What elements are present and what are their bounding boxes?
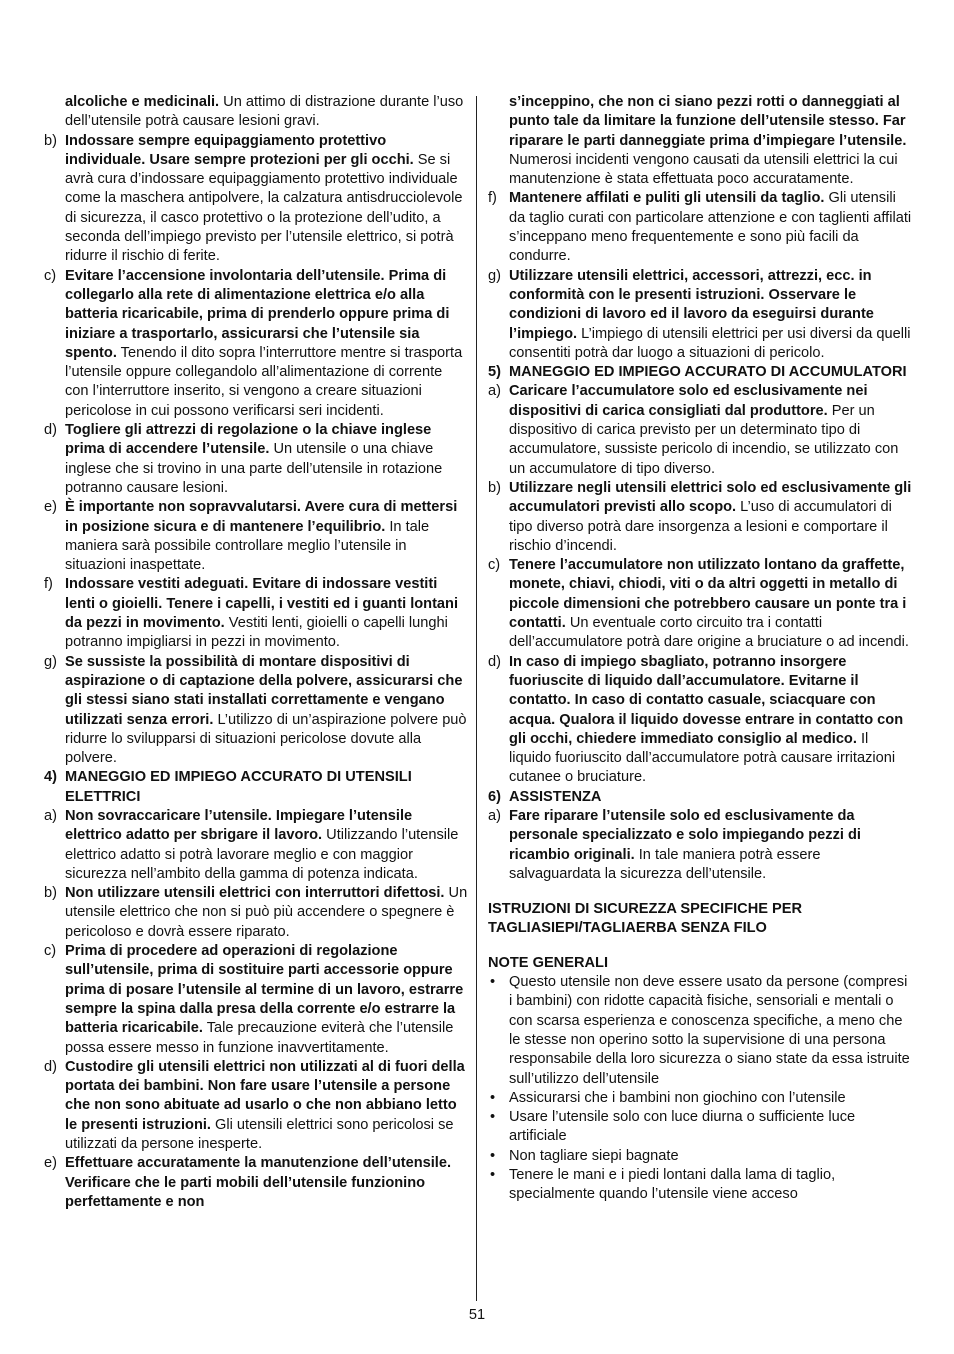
item-bold-text: Prima di procedere ad operazioni di regolazione sull’utensile, prima di sostituire parti accessorie oppure prima di posare l’utensile al termine di un lavoro, estrarre sempre la spina dalla presa della corrente e/o estrarre la batteria ricaricabile. <box>65 943 464 1037</box>
item-bold-text: In caso di impiego sbagliato, potranno insorgere fuoriuscite di liquido dall’accumulatore. Evitarne il contatto. In caso di contatto casuale, sciacquare con acqua. Qualora il liquido dovesse entrare in contatto con gli occhi, chiedere immediato consiglio al medico. <box>509 653 904 747</box>
list-item <box>44 267 468 421</box>
item-text: Gli utensili da taglio curati con particolare attenzione e con taglienti affilati s’inceppano meno frequentemente e sono più facili da condurre. <box>509 190 912 265</box>
item-bold-text: Tenere l’accumulatore non utilizzato lontano da graffette, monete, chiavi, chiodi, viti o da altri oggetti in metallo di piccole dimensioni che potrebbero causare un ponte tra i contatti. <box>509 557 907 632</box>
item-text: In tale maniera sarà possibile controllare meglio l’utensile in situazioni inaspettate. <box>65 518 430 574</box>
item-bold-text: Effettuare accuratamente la manutenzione dell’utensile. Verificare che le parti mobili dell’utensile funzionino perfettamente e non <box>65 1155 452 1210</box>
general-notes-heading: NOTE GENERALI <box>488 954 608 971</box>
item-bold-text: Non utilizzare utensili elettrici con interruttori difettosi. <box>65 885 445 902</box>
list-item <box>44 653 468 769</box>
item-marker: e) <box>44 499 57 516</box>
bullet-item <box>488 973 912 1089</box>
list-item <box>488 556 912 652</box>
list-item <box>488 653 912 788</box>
item-text: L’utilizzo di un’aspirazione polvere può ridurre lo svilupparsi di situazioni pericolose dovute alla polvere. <box>65 711 467 767</box>
item-text: Se si avrà cura d’indossare equipaggiamento protettivo individuale come la maschera antipolvere, la calzatura antisdrucciolevole di sicurezza, il casco protettivo o la protezione dell’udito, a seconda dell’impiego previsto per l’utensile elettrico, si potrà ridurre il rischio di ferite. <box>65 151 463 265</box>
item-marker: a) <box>488 383 501 400</box>
right-column <box>488 93 912 1205</box>
item-text: Tenendo il dito sopra l’interruttore mentre si trasporta l’utensile oppure collegandolo all’alimentazione di corrente con l’interruttore inserito, si vengono a creare situazioni pericolose in cui possono verificarsi seri incidenti. <box>65 344 463 419</box>
list-item <box>44 1154 468 1212</box>
continued-paragraph: s’inceppino, che non ci siano pezzi rotti o danneggiati al punto tale da limitare la funzione dell’utensile stesso. Far riparare le parti danneggiate prima d’impiegare l’utensile. Numerosi incidenti vengono causati da utensili elettrici la cui manutenzione è stata effettuata poco accuratamente. <box>509 94 907 188</box>
item-marker: f) <box>488 190 497 207</box>
bullet-text: Tenere le mani e i piedi lontani dalla lama di taglio, specialmente quando l’utensile viene acceso <box>509 1167 836 1203</box>
item-marker: e) <box>44 1155 57 1172</box>
list-section4 <box>44 807 468 1212</box>
item-bold-text: Mantenere affilati e puliti gli utensili da taglio. <box>509 190 825 207</box>
bullet-glyph: • <box>490 1167 496 1184</box>
item-marker: c) <box>44 267 57 284</box>
item-marker: g) <box>44 653 57 670</box>
bullet-item <box>488 1089 912 1108</box>
left-column <box>44 93 468 1212</box>
list-item <box>44 942 468 1058</box>
list-item <box>488 267 912 363</box>
item-marker: g) <box>488 267 501 284</box>
list-item <box>488 189 912 266</box>
item-bold-text: Custodire gli utensili elettrici non utilizzati al di fuori della portata dei bambini. Non fare usare l’utensile a persone che non sono abituate ad usarlo o che non abbiano letto le presenti istruzioni. <box>65 1058 465 1133</box>
item-bold-text: È importante non sopravvalutarsi. Avere cura di mettersi in posizione sicura e di mantenere l’equilibrio. <box>65 499 458 535</box>
bullet-glyph: • <box>490 1089 496 1106</box>
item-text: Un utensile elettrico che non si può più accendere o spegnere è pericoloso e dovrà essere riparato. <box>65 885 468 940</box>
item-bold-text: Togliere gli attrezzi di regolazione o la chiave inglese prima di accendere l’utensile. <box>65 422 432 458</box>
item-marker: c) <box>44 943 57 960</box>
continued-paragraph: alcoliche e medicinali. Un attimo di distrazione durante l’uso dell’utensile potrà causare lesioni gravi. <box>65 94 464 130</box>
bullet-text: Assicurarsi che i bambini non giochino con l’utensile <box>509 1089 846 1106</box>
list-item <box>488 382 912 478</box>
section-heading-4: 4) MANEGGIO ED IMPIEGO ACCURATO DI UTENSILI ELETTRICI <box>44 769 412 805</box>
bullet-text: Non tagliare siepi bagnate <box>509 1147 679 1164</box>
list-item <box>44 421 468 498</box>
bullet-item <box>488 1147 912 1166</box>
bullet-text: Usare l’utensile solo con luce diurna o sufficiente luce artificiale <box>509 1109 856 1145</box>
item-text: Il liquido fuoriuscito dall’accumulatore potrà causare irritazioni cutanee o bruciature. <box>509 730 896 786</box>
item-marker: d) <box>488 653 501 670</box>
item-marker: a) <box>488 807 501 824</box>
list-section6 <box>488 807 912 884</box>
bullet-item <box>488 1166 912 1205</box>
item-text: Gli utensili elettrici sono pericolosi se utilizzati da persone inesperte. <box>65 1116 454 1153</box>
item-marker: c) <box>488 557 501 574</box>
item-bold-text: Caricare l’accumulatore solo ed esclusivamente nei dispositivi di carica consigliati dal produttore. <box>509 383 868 419</box>
list-section3 <box>44 132 468 769</box>
list-item <box>44 498 468 575</box>
list-item <box>488 807 912 884</box>
item-bold-text: Utilizzare negli utensili elettrici solo ed esclusivamente gli accumulatori previsti allo scopo. <box>509 479 912 516</box>
item-bold-text: Se sussiste la possibilità di montare dispositivi di aspirazione o di captazione della polvere, assicurarsi che gli stessi siano stati installati correttamente e vengano utilizzati senza errori. <box>65 653 463 728</box>
bullet-text: Questo utensile non deve essere usato da persone (compresi i bambini) con ridotte capacità fisiche, sensoriali e mentali o con scarsa esperienza e conoscenza specifiche, a meno che le stesse non operino sotto la supervisione di una persona responsabile della loro sicurezza o siano state da essa istruite sull’utilizzo dell’utensile <box>509 974 910 1087</box>
item-marker: b) <box>488 479 501 496</box>
item-marker: a) <box>44 807 57 824</box>
item-marker: b) <box>44 885 57 902</box>
item-bold-text: Indossare sempre equipaggiamento protettivo individuale. Usare sempre protezioni per gli occhi. <box>65 132 414 168</box>
list-item <box>44 807 468 884</box>
item-text: In tale maniera potrà essere salvaguardata la sicurezza dell’utensile. <box>509 846 821 882</box>
item-bold-text: Indossare vestiti adeguati. Evitare di indossare vestiti lenti o gioielli. Tenere i capelli, i vestiti ed i guanti lontani da pezzi in movimento. <box>65 576 459 632</box>
item-bold-text: Utilizzare utensili elettrici, accessori, attrezzi, ecc. in conformità con le presenti istruzioni. Osservare le condizioni di lavoro ed il lavoro da eseguirsi durante l’impiego. <box>509 267 874 342</box>
item-marker: d) <box>44 422 57 439</box>
item-text: Tale precauzione eviterà che l’utensile possa essere messo in funzione inavvertitamente. <box>65 1020 454 1056</box>
item-marker: d) <box>44 1058 57 1075</box>
list-item <box>44 132 468 267</box>
list-item <box>44 1058 468 1154</box>
item-bold-text: Evitare l’accensione involontaria dell’utensile. Prima di collegarlo alla rete di alimentazione elettrica e/o alla batteria ricaricabile, prima di prenderlo oppure prima di iniziare a trasportarlo, assicurarsi che l’utensile sia spento. <box>65 267 450 361</box>
item-text: Un eventuale corto circuito tra i contatti dell’accumulatore potrà dare origine a bruciature o ad incendi. <box>509 615 909 651</box>
bullet-glyph: • <box>490 974 496 991</box>
list-section4-cont <box>488 189 912 363</box>
list-item <box>44 884 468 942</box>
list-item <box>488 479 912 556</box>
item-text: Utilizzando l’utensile elettrico adatto si potrà lavorare meglio e con maggior sicurezza nell’ambito della gamma di potenza indicata. <box>65 827 459 882</box>
list-section5 <box>488 382 912 787</box>
specific-safety-heading: ISTRUZIONI DI SICUREZZA SPECIFICHE PER TAGLIASIEPI/TAGLIAERBA SENZA FILO <box>488 901 803 937</box>
item-text: Per un dispositivo di carica previsto per un determinato tipo di accumulatore, sussiste pericolo di incendio, se utilizzato con un accumulatore di tipo diverso. <box>509 402 899 477</box>
bullet-glyph: • <box>490 1147 496 1164</box>
item-marker: f) <box>44 576 53 593</box>
item-text: L’uso di accumulatori di tipo diverso potrà dare insorgenza a lesioni e comportare il rischio d’incendi. <box>509 499 892 554</box>
section-heading-5: 5) MANEGGIO ED IMPIEGO ACCURATO DI ACCUMULATORI <box>488 364 907 381</box>
bullet-glyph: • <box>490 1109 496 1126</box>
item-text: Vestiti lenti, gioielli o capelli lunghi potranno impigliarsi in pezzi in movimento. <box>65 615 448 651</box>
item-bold-text: Non sovraccaricare l’utensile. Impiegare l’utensile elettrico adatto per sbrigare il lavoro. <box>65 807 413 844</box>
general-notes-list <box>488 973 912 1205</box>
item-bold-text: Fare riparare l’utensile solo ed esclusivamente da personale specializzato e solo impiegando pezzi di ricambio originali. <box>509 807 861 863</box>
item-text: L’impiego di utensili elettrici per usi diversi da quelli consentiti potrà dar luogo a situazioni di pericolo. <box>509 325 911 361</box>
list-item <box>44 575 468 652</box>
item-marker: b) <box>44 132 57 149</box>
section-heading-6: 6) ASSISTENZA <box>488 788 602 805</box>
column-divider <box>476 96 477 1301</box>
item-text: Un utensile o una chiave inglese che si trovino in una parte dell’utensile in rotazione potranno causare lesioni. <box>65 441 443 496</box>
bullet-item <box>488 1108 912 1147</box>
page-number: 51 <box>468 1307 486 1323</box>
